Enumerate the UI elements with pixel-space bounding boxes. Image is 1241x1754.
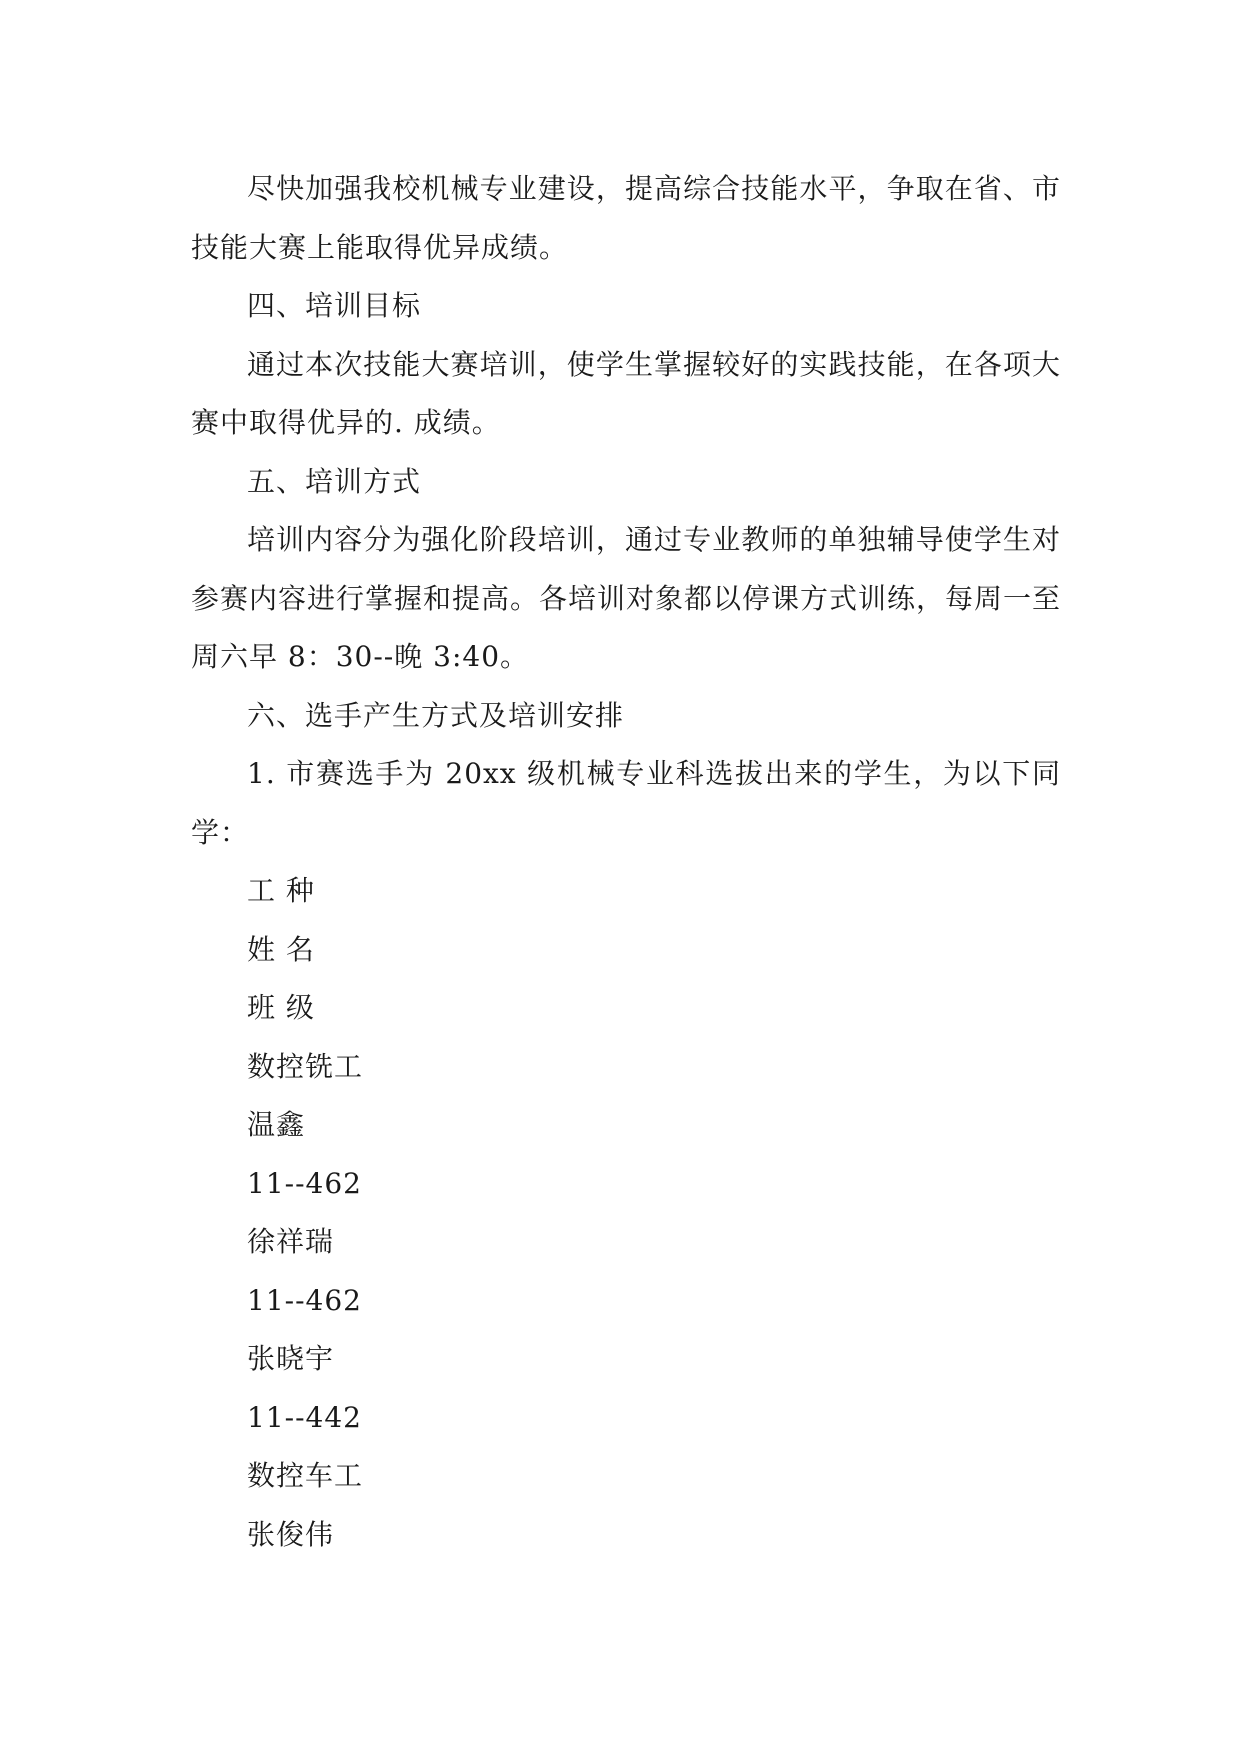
list-line-student-name: 张俊伟 xyxy=(247,1517,335,1551)
list-line-trade: 数控铣工 xyxy=(247,1049,364,1083)
paragraph-training-goals: 通过本次技能大赛培训，使学生掌握较好的实践技能，在各项大赛中取得优异的. 成绩。 xyxy=(191,347,1061,439)
list-line-student-name: 温鑫 xyxy=(247,1108,306,1141)
list-line-class: 11--442 xyxy=(247,1400,362,1434)
paragraph-intro: 尽快加强我校机械专业建设，提高综合技能水平，争取在省、市技能大赛上能取得优异成绩。 xyxy=(191,172,1061,264)
list-line-student-name: 张晓宇 xyxy=(247,1342,335,1375)
list-line-student-name: 徐祥瑞 xyxy=(247,1225,335,1258)
paragraph-selection: 1. 市赛选手为 20xx 级机械专业科选拔出来的学生，为以下同学： xyxy=(191,757,1061,849)
document-body xyxy=(191,160,1061,1564)
list-line-class-header: 班 级 xyxy=(247,991,315,1024)
list-line-name-header: 姓 名 xyxy=(247,932,315,966)
section-heading-training-method: 五、培训方式 xyxy=(247,464,422,498)
section-heading-selection: 六、选手产生方式及培训安排 xyxy=(247,698,625,732)
section-heading-training-goals: 四、培训目标 xyxy=(247,289,422,322)
list-line-trade-header: 工 种 xyxy=(247,874,315,907)
list-line-trade: 数控车工 xyxy=(247,1459,364,1492)
list-line-class: 11--462 xyxy=(247,1283,362,1317)
paragraph-training-method: 培训内容分为强化阶段培训，通过专业教师的单独辅导使学生对参赛内容进行掌握和提高。各培训对象都以停课方式训练，每周一至周六早 8：30--晚 3:40。 xyxy=(191,523,1062,673)
list-line-class: 11--462 xyxy=(247,1166,362,1200)
